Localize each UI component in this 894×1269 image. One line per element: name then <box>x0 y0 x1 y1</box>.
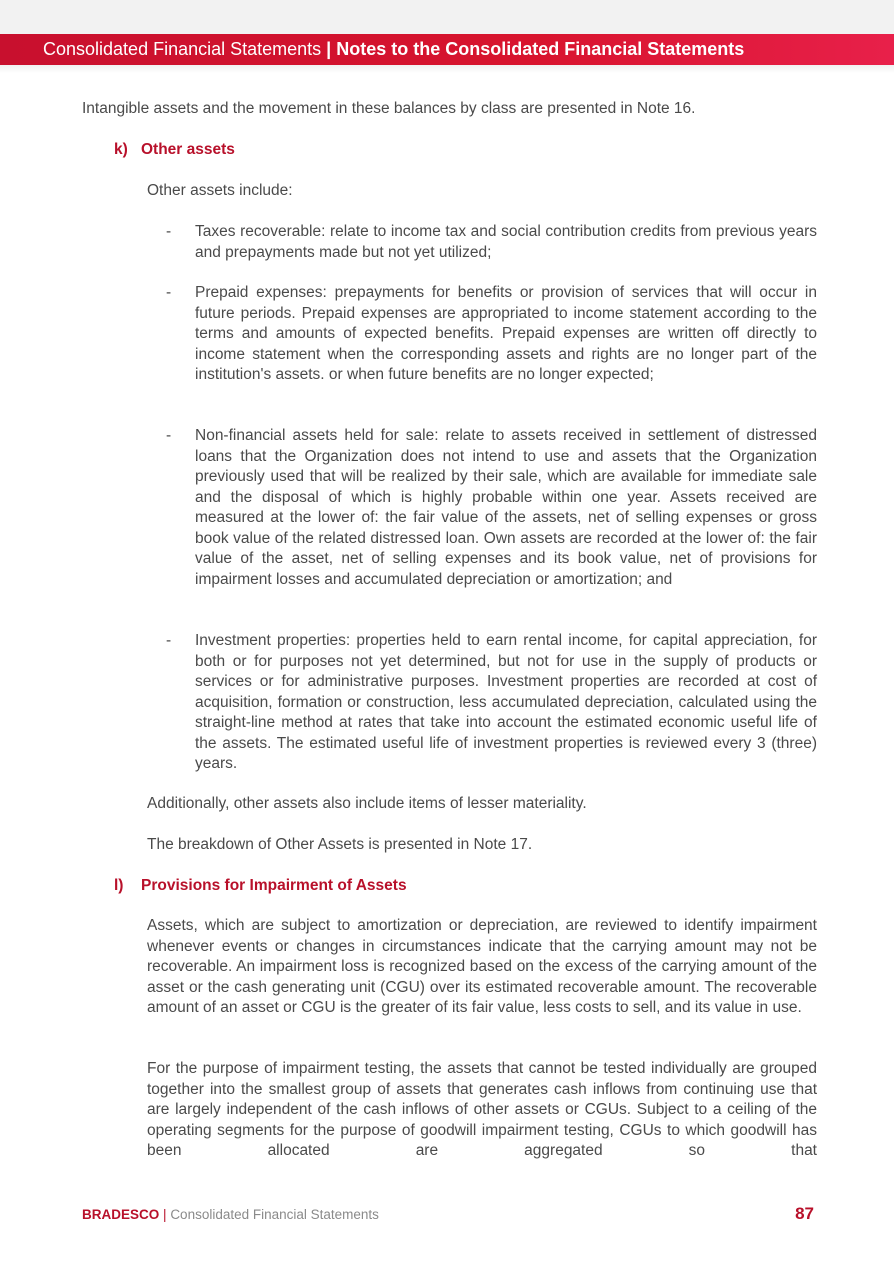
header-shadow <box>0 65 894 73</box>
section-l-title: Provisions for Impairment of Assets <box>141 877 407 894</box>
bullet-marker: - <box>166 427 172 444</box>
header-subsection-title: Notes to the Consolidated Financial Statements <box>336 39 745 59</box>
footer-doc-title: Consolidated Financial Statements <box>170 1207 379 1222</box>
footer-separator: | <box>163 1207 167 1222</box>
bullet-marker: - <box>166 223 172 240</box>
bullet-marker: - <box>166 284 172 301</box>
intro-paragraph: Intangible assets and the movement in these balances by class are presented in Note 16. <box>82 100 696 117</box>
header-section-title: Consolidated Financial Statements <box>43 39 322 59</box>
section-k-lead: Other assets include: <box>147 182 293 199</box>
section-k-heading <box>114 140 235 160</box>
list-item-prepaid-expenses: Prepaid expenses: prepayments for benefits or provision of services that will occur in future periods. Prepaid expenses are appropriated to income statement according to the terms and amounts of expected benefits. Prepaid expenses are written off directly to income statement when the corresponding assets and rights are no longer part of the institution's assets. or when future benefits are no longer expected; <box>195 284 817 383</box>
page-footer <box>82 1206 379 1224</box>
section-k-breakdown: The breakdown of Other Assets is presented in Note 17. <box>147 836 533 853</box>
section-k-additional: Additionally, other assets also include items of lesser materiality. <box>147 795 587 812</box>
bullet-marker: - <box>166 632 172 649</box>
section-l-paragraph-2: For the purpose of impairment testing, the assets that cannot be tested individually are grouped together into the smallest group of assets that generates cash inflows from continuing use that are largely independent of the cash inflows of other assets or CGUs. Subject to a ceiling of the operating segments for the purpose of goodwill impairment testing, CGUs to which goodwill has been allocated are aggregated so that <box>147 1060 817 1159</box>
footer-brand: BRADESCO <box>82 1207 160 1222</box>
section-k-title: Other assets <box>141 141 235 158</box>
page-header-bar <box>0 34 894 65</box>
list-item-non-financial-assets: Non-financial assets held for sale: relate to assets received in settlement of distressed loans that the Organization does not intend to use and assets that the Organization previously used that will be realized by their sale, which are available for immediate sale and the disposal of which is highly probable within one year. Assets received are measured at the lower of: the fair value of the assets, net of selling expenses or gross book value of the related distressed loan. Own assets are recorded at the lower of: the fair value of the asset, net of selling expenses and its book value, net of provisions for impairment losses and accumulated depreciation or amortization; and <box>195 427 817 588</box>
list-item-taxes-recoverable: Taxes recoverable: relate to income tax and social contribution credits from previous years and prepayments made but not yet utilized; <box>195 223 817 261</box>
header-separator: | <box>326 39 332 59</box>
page-number: 87 <box>795 1204 814 1223</box>
section-l-letter: l) <box>114 877 124 894</box>
section-k-letter: k) <box>114 141 128 158</box>
list-item-investment-properties: Investment properties: properties held to earn rental income, for capital appreciation, for both or for purposes not yet determined, but not for use in the supply of products or services or for administrative purposes. Investment properties are recorded at cost of acquisition, formation or construction, less accumulated depreciation, calculated using the straight-line method at rates that take into account the estimated economic useful life of the assets. The estimated useful life of investment properties is reviewed every 3 (three) years. <box>195 632 817 772</box>
top-margin <box>0 0 894 34</box>
section-l-paragraph-1: Assets, which are subject to amortization or depreciation, are reviewed to identify impairment whenever events or changes in circumstances indicate that the carrying amount may not be recoverable. An impairment loss is recognized based on the excess of the carrying amount of the asset or the cash generating unit (CGU) over its estimated recoverable amount. The recoverable amount of an asset or CGU is the greater of its fair value, less costs to sell, and its value in use. <box>147 917 817 1016</box>
section-l-heading <box>114 876 407 896</box>
